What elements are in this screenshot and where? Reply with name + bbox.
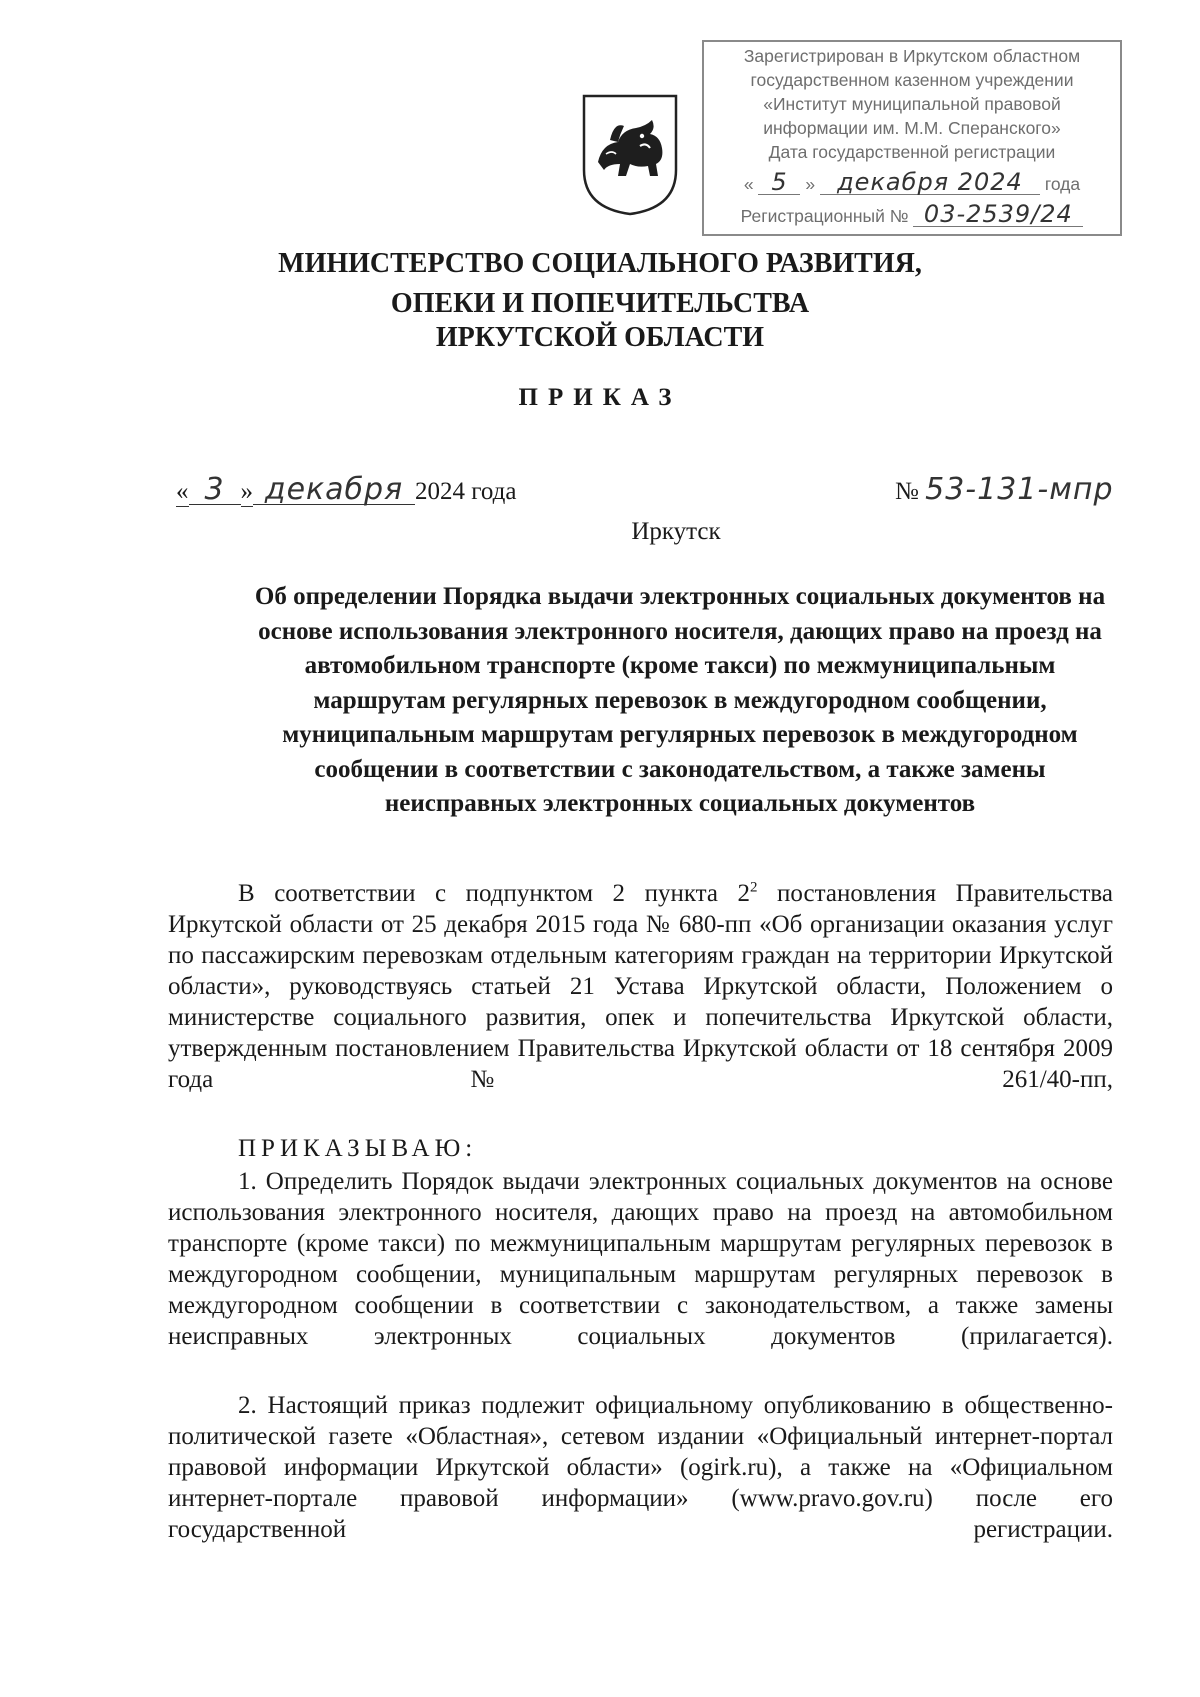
item-1-paragraph: 1. Определить Порядок выдачи электронных социальных документов на основе использования электронного носителя, дающих право на проезд на автомобильном транспорте (кроме такси) по межмуниципальным маршрутам регулярных перевозок в междугородном сообщении, муниципальным маршрутам регулярных перевозок в междугородном сообщении в соответствии с законодательством, а также замены неисправных электронных социальных документов (прилагается). (168, 1168, 1113, 1350)
order-date (176, 472, 517, 507)
item-2-paragraph: 2. Настоящий приказ подлежит официальному опубликованию в общественно-политической газете «Областная», сетевом издании «Официальный интернет-портал правовой информации Иркутской области» (ogirk.ru), а также на «Официальном интернет-портале правовой информации» (www.pravo.gov.ru) после его государственной регистрации. (168, 1392, 1113, 1543)
stamp-line: Зарегистрирован в Иркутском областном (743, 46, 1081, 66)
stamp-line: «Институт муниципальной правовой (763, 94, 1061, 114)
stamp-date-day: 5 (758, 170, 800, 195)
date-month: декабря (253, 476, 415, 505)
registration-stamp (702, 40, 1122, 236)
ministry-name-line: МИНИСТЕРСТВО СОЦИАЛЬНОГО РАЗВИТИЯ, (278, 248, 922, 279)
stamp-open-quote: « (743, 174, 754, 194)
intro-part2: постановления Правительства Иркутской области от 25 декабря 2015 года № 680-пп «Об организации оказания услуг по пассажирским перевозкам отдельным категориям граждан на территории Иркутской области», руководствуясь статьей 21 Устава Иркутской области, Положением о министерстве социального развития, опек и попечительства Иркутской области, утвержденным постановлением Правительства Иркутской области от 18 сентября 2009 года № 261/40-пп, (168, 880, 1113, 1093)
stamp-year-word: года (1044, 174, 1081, 194)
decree-word: ПРИКАЗЫВАЮ: (238, 1135, 478, 1162)
stamp-reg-row (704, 202, 1120, 228)
order-city: Иркутск (631, 518, 721, 545)
stamp-reg-label: Регистрационный № (740, 206, 909, 226)
stamp-date-month: декабря 2024 (820, 170, 1040, 195)
intro-superscript: 2 (750, 879, 758, 896)
date-close-quote: » (240, 478, 253, 505)
stamp-line: Дата государственной регистрации (768, 142, 1056, 162)
ministry-name-line: ОПЕКИ И ПОПЕЧИТЕЛЬСТВА (390, 288, 810, 319)
date-day: 3 (189, 476, 241, 505)
number-label: № (895, 478, 919, 505)
order-number (895, 472, 1113, 507)
date-open-quote: « (176, 478, 189, 505)
document-type: ПРИКАЗ (518, 384, 682, 411)
stamp-close-quote: » (805, 174, 816, 194)
irkutsk-coat-of-arms-icon (580, 92, 680, 218)
ministry-name-line: ИРКУТСКОЙ ОБЛАСТИ (435, 322, 765, 353)
stamp-line: информации им. М.М. Сперанского» (763, 118, 1061, 138)
number-value: 53-131-мпр (925, 472, 1114, 507)
intro-paragraph (168, 878, 1113, 1095)
stamp-line: государственном казенном учреждении (750, 70, 1074, 90)
stamp-date-row (704, 170, 1120, 196)
date-year: 2024 года (415, 478, 517, 505)
intro-part1: В соответствии с подпунктом 2 пункта 2 (238, 880, 750, 907)
stamp-reg-number: 03-2539/24 (913, 202, 1083, 227)
document-title: Об определении Порядка выдачи электронных социальных документов на основе использования электронного носителя, дающих право на проезд на автомобильном транспорте (кроме такси) по межмуниципальным маршрутам регулярных перевозок в междугородном сообщении, муниципальным маршрутам регулярных перевозок в междугородном сообщении в соответствии с законодательством, а также замены неисправных электронных социальных документов (254, 583, 1106, 817)
